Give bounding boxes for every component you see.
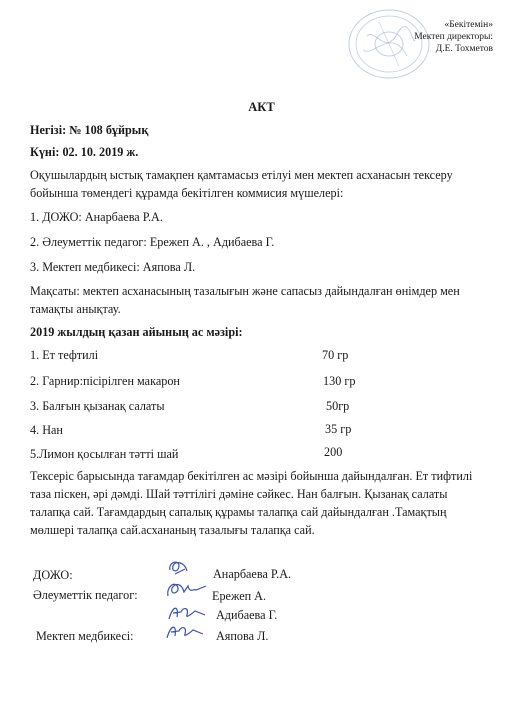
member-item: 3. Мектеп медбикесі: Аяпова Л. (30, 260, 196, 274)
approval-line-2: Мектеп директоры: (414, 32, 493, 42)
signature-handwritten (162, 578, 212, 602)
menu-item-amount: 200 (324, 445, 343, 459)
signature-name: Адибаева Г. (216, 608, 278, 622)
purpose-line-2: тамақты анықтау. (30, 302, 121, 316)
menu-item-amount: 130 гр (323, 374, 356, 388)
menu-item-amount: 50гр (326, 399, 350, 413)
menu-item-name: 3. Балғын қызанақ салаты (30, 399, 165, 413)
menu-heading: 2019 жылдың қазан айының ас мәзірі: (30, 325, 243, 339)
signature-role: Әлеуметтік педагог: (33, 588, 138, 602)
signature-name: Аяпова Л. (216, 629, 269, 643)
signature-role: Мектеп медбикесі: (36, 629, 134, 643)
basis-order: Негізі: № 108 бұйрық (30, 123, 149, 137)
findings-line: мөлшері талапқа сай.асхананың тазалығы талапқа сай. (30, 523, 315, 537)
findings-line: талапқа сай. Тағамдардың сапалық құрамы талапқа сай дайындалған .Тамақтың (30, 505, 447, 519)
findings-line: таза піскен, әрі дәмді. Шай тәттілігі дәміне сәйкес. Нан балғын. Қызанақ салаты (30, 487, 448, 501)
signature-handwritten (163, 620, 207, 642)
intro-line-1: Оқушылардың ыстық тамақпен қамтамасыз етілуі мен мектеп асханасын тексеру (30, 168, 453, 182)
signature-name: Ережеп А. (212, 589, 267, 603)
school-seal-stamp (345, 6, 433, 82)
approval-director-name: Д.Е. Тохметов (435, 44, 493, 54)
member-item: 1. ДОЖО: Анарбаева Р.А. (30, 210, 163, 224)
signature-handwritten (165, 554, 191, 580)
menu-item-amount: 70 гр (322, 348, 349, 362)
menu-item-name: 4. Нан (30, 423, 63, 437)
signature-role: ДОЖО: (33, 568, 73, 582)
approval-line-1: «Бекітемін» (444, 20, 493, 30)
signature-name: Анарбаева Р.А. (213, 567, 292, 581)
purpose-line-1: Мақсаты: мектеп асханасының тазалығын және сапасыз дайындалған өнімдер мен (30, 284, 460, 298)
intro-line-2: бойынша төмендегі құрамда бекітілген коммисия мүшелері: (30, 186, 344, 200)
menu-item-name: 5.Лимон қосылған тәтті шай (30, 447, 179, 461)
menu-item-name: 1. Ет тефтилі (30, 348, 99, 362)
member-item: 2. Әлеуметтік педагог: Ережеп А. , Адибаева Г. (30, 235, 275, 249)
menu-item-name: 2. Гарнир:пісірілген макарон (30, 374, 180, 388)
menu-item-amount: 35 гр (325, 422, 352, 436)
document-date: Күні: 02. 10. 2019 ж. (30, 145, 139, 159)
document-title: АКТ (248, 100, 275, 114)
findings-line: Тексеріс барысында тағамдар бекітілген ас мәзірі бойынша дайындалған. Ет тифтилі (30, 469, 473, 483)
